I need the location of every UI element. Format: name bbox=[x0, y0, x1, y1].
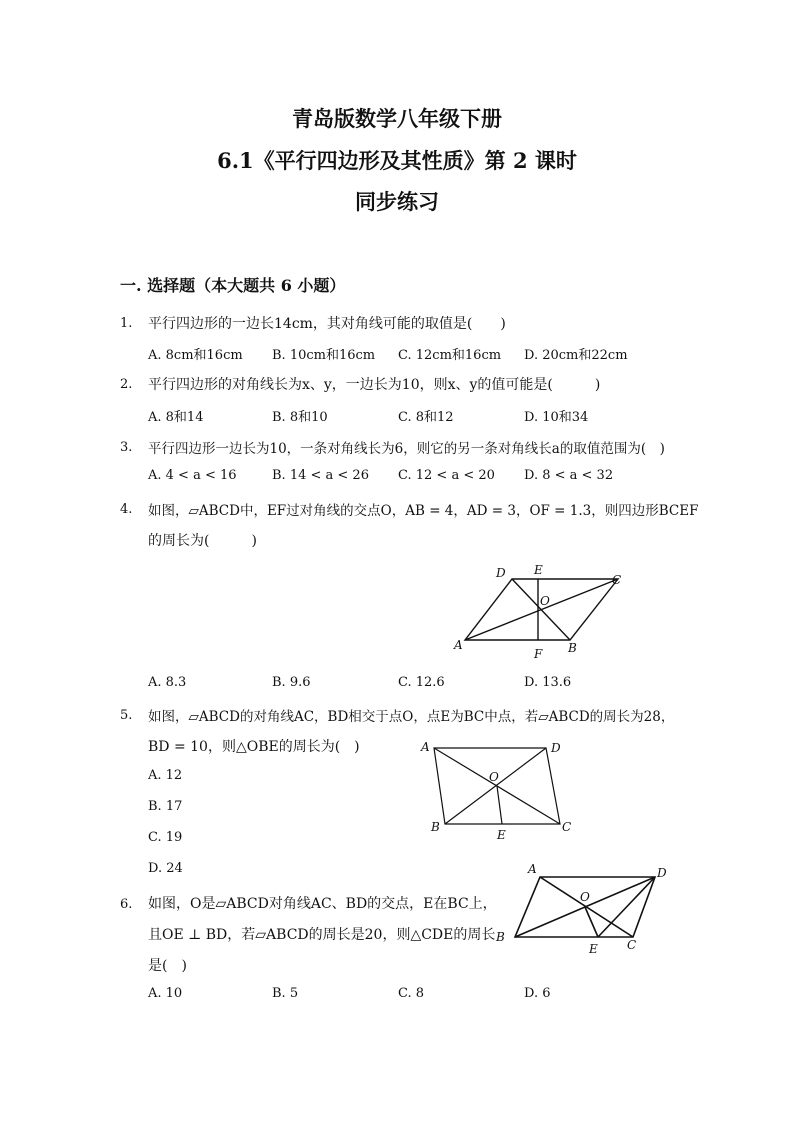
label-o: O bbox=[489, 770, 499, 784]
label-e: E bbox=[589, 942, 598, 956]
label-d: D bbox=[657, 866, 667, 880]
question-text: 平行四边形一边长为10，一条对角线长为6，则它的另一条对角线长a的取值范围为( ) bbox=[148, 441, 665, 457]
question-number: 3. bbox=[120, 440, 133, 455]
segment-oe bbox=[497, 786, 502, 824]
title-line-3: 同步练习 bbox=[355, 189, 439, 214]
question-number: 1. bbox=[120, 316, 133, 331]
option-d: D. 8 < a < 32 bbox=[524, 468, 614, 483]
option-a: A. 8和14 bbox=[148, 410, 204, 425]
segment-oe bbox=[585, 907, 598, 937]
diagonal-bd bbox=[445, 748, 546, 824]
option-c: C. 8 bbox=[398, 986, 425, 1001]
label-c: C bbox=[562, 820, 572, 834]
parallelogram-figure-q6 bbox=[490, 855, 680, 960]
label-b: B bbox=[496, 930, 505, 944]
label-c: C bbox=[627, 938, 637, 952]
option-d: D. 13.6 bbox=[524, 675, 572, 690]
question-number: 6. bbox=[120, 897, 133, 912]
option-b: B. 5 bbox=[272, 986, 299, 1001]
question-number: 5. bbox=[120, 708, 133, 723]
option-c: C. 8和12 bbox=[398, 410, 454, 425]
label-a: A bbox=[421, 740, 430, 754]
option-b: B. 9.6 bbox=[272, 675, 311, 690]
option-d: D. 24 bbox=[148, 861, 183, 876]
option-a: A. 4 < a < 16 bbox=[148, 468, 237, 483]
option-a: A. 10 bbox=[148, 986, 183, 1001]
option-d: D. 10和34 bbox=[524, 410, 589, 425]
question-text-line-2: BD = 10，则△OBE的周长为( ) bbox=[148, 739, 360, 755]
label-b: B bbox=[568, 641, 577, 655]
option-b: B. 17 bbox=[148, 799, 183, 814]
option-a: A. 8.3 bbox=[148, 675, 187, 690]
label-d: D bbox=[496, 566, 506, 580]
parallelogram-figure-q4 bbox=[450, 560, 630, 665]
option-b: B. 8和10 bbox=[272, 410, 328, 425]
section-heading: 一. 选择题（本大题共 6 小题） bbox=[120, 276, 346, 295]
segment-de bbox=[598, 877, 655, 937]
question-text: 平行四边形的对角线长为x、y，一边长为10，则x、y的值可能是( ) bbox=[148, 377, 601, 393]
label-e: E bbox=[497, 828, 506, 842]
title-line-2: 6.1《平行四边形及其性质》第 2 课时 bbox=[217, 148, 577, 173]
question-text-line-1: 如图，▱ABCD的对角线AC，BD相交于点O，点E为BC中点，若▱ABCD的周长为28， bbox=[148, 709, 675, 725]
label-b: B bbox=[431, 820, 440, 834]
option-c: C. 12.6 bbox=[398, 675, 445, 690]
label-f: F bbox=[534, 647, 543, 661]
option-c: C. 19 bbox=[148, 830, 183, 845]
option-b: B. 14 < a < 26 bbox=[272, 468, 369, 483]
option-a: A. 8cm和16cm bbox=[148, 348, 243, 363]
option-d: D. 20cm和22cm bbox=[524, 348, 628, 363]
option-b: B. 10cm和16cm bbox=[272, 348, 376, 363]
question-text-line-1: 如图，▱ABCD中，EF过对角线的交点O，AB = 4，AD = 3，OF = 1.3，则四边形BCEF bbox=[148, 503, 699, 519]
option-a: A. 12 bbox=[148, 768, 183, 783]
label-a: A bbox=[454, 638, 463, 652]
label-o: O bbox=[580, 890, 590, 904]
label-a: A bbox=[528, 862, 537, 876]
label-o: O bbox=[540, 594, 550, 608]
label-e: E bbox=[534, 563, 543, 577]
label-c: C bbox=[612, 573, 622, 587]
option-c: C. 12cm和16cm bbox=[398, 348, 502, 363]
question-text: 平行四边形的一边长14cm，其对角线可能的取值是( ) bbox=[148, 316, 506, 332]
parallelogram-figure-q5 bbox=[415, 735, 585, 845]
question-number: 4. bbox=[120, 502, 133, 517]
question-text-line-3: 是( ) bbox=[148, 958, 187, 974]
option-c: C. 12 < a < 20 bbox=[398, 468, 495, 483]
option-d: D. 6 bbox=[524, 986, 551, 1001]
title-line-1: 青岛版数学八年级下册 bbox=[292, 106, 502, 131]
question-text-line-1: 如图，O是▱ABCD对角线AC、BD的交点，E在BC上， bbox=[148, 896, 497, 912]
question-text-line-2: 且OE ⊥ BD，若▱ABCD的周长是20，则△CDE的周长 bbox=[148, 927, 496, 943]
question-number: 2. bbox=[120, 377, 133, 392]
label-d: D bbox=[551, 741, 561, 755]
question-text-line-2: 的周长为( ) bbox=[148, 533, 257, 549]
diagonal-bd bbox=[512, 579, 570, 640]
